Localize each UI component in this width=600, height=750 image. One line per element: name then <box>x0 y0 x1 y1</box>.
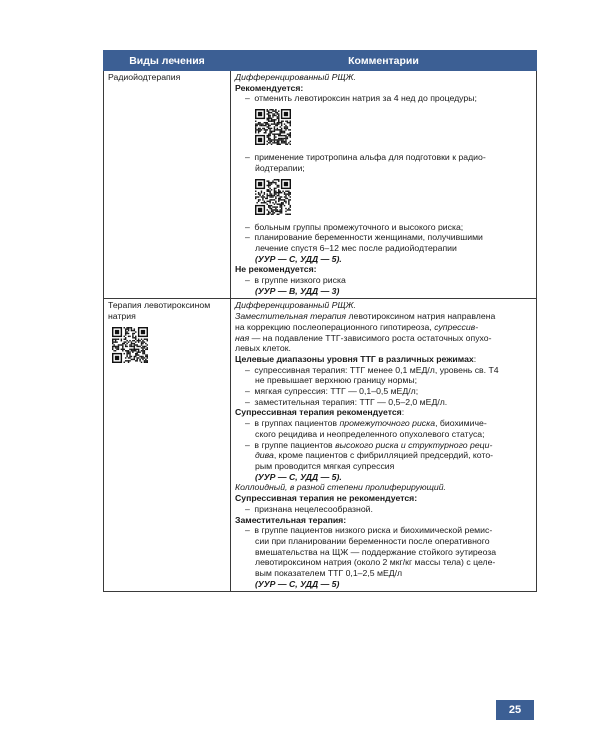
comment-line: левых клеток. <box>235 343 291 354</box>
comment-line: Супрессивная терапия рекомендуется: <box>235 407 405 418</box>
bullet-item: – в группах пациентов промежуточного риска, биохимиче- <box>245 418 487 429</box>
bullet-item: – супрессивная терапия: ТТГ менее 0,1 мЕД/л, уровень св. Т4 <box>245 364 499 375</box>
qr-code-icon[interactable] <box>112 327 148 363</box>
page-number: 25 <box>496 700 534 720</box>
bullet-continuation: дива, кроме пациентов с фибрилляцией предсердий, кото- <box>255 450 494 461</box>
comment-line: Супрессивная терапия не рекомендуется: <box>235 493 418 504</box>
bullet-item: – применение тиротропина альфа для подготовки к радио- <box>245 152 486 163</box>
evidence-level: (УУР — В, УДД — 3) <box>255 285 340 296</box>
evidence-level: (УУР — С, УДД — 5) <box>255 578 340 589</box>
bullet-continuation: ского рецидива и неопределенного опухолевого статуса; <box>255 428 485 439</box>
comment-line: Дифференцированный РЩЖ. <box>235 300 356 311</box>
bullet-continuation: не превышает верхнюю границу нормы; <box>255 375 417 386</box>
header-treatment-types: Виды лечения <box>104 51 231 71</box>
comment-line: Коллоидный, в разной степени пролиферирующий. <box>235 482 446 493</box>
bullet-item: – отменить левотироксин натрия за 4 нед до процедуры; <box>245 93 477 104</box>
bullet-continuation: вмешательства на ЩЖ — поддержание стойкого эутиреоза <box>255 546 497 557</box>
treatment-table <box>103 50 537 592</box>
comment-line: Заместительная терапия: <box>235 514 347 525</box>
treatment-cell <box>104 299 231 592</box>
comment-line: Заместительная терапия левотироксином натрия направлена <box>235 311 496 322</box>
bullet-item: – заместительная терапия: ТТГ — 0,5–2,0 мЕД/л. <box>245 396 448 407</box>
bullet-continuation: сии при планировании беременности после оперативного <box>255 535 490 546</box>
treatment-cell <box>104 71 231 299</box>
qr-code-icon[interactable] <box>255 179 291 215</box>
comment-cell <box>231 71 537 299</box>
treatment-name: Радиойодтерапия <box>108 72 181 82</box>
bullet-item: – планирование беременности женщинами, получившими <box>245 232 483 243</box>
bullet-item: – в группе пациентов низкого риска и биохимической ремис- <box>245 525 493 536</box>
comment-line: Не рекомендуется: <box>235 264 317 275</box>
bullet-item: – больным группы промежуточного и высокого риска; <box>245 221 464 232</box>
bullet-continuation: рым проводится мягкая супрессия <box>255 460 395 471</box>
comment-line: Целевые диапазоны уровня ТТГ в различных режимах: <box>235 353 477 364</box>
comment-cell <box>231 299 537 592</box>
comment-line: Дифференцированный РЩЖ. <box>235 72 356 82</box>
bullet-item: – в группе низкого риска <box>245 275 346 286</box>
table-row <box>104 71 537 299</box>
bullet-continuation: вым показателем ТТГ 0,1–2,5 мЕД/л <box>255 568 403 579</box>
bullet-item: – признана нецелесообразной. <box>245 503 373 514</box>
evidence-level: (УУР — С, УДД — 5). <box>255 253 342 264</box>
bullet-item: – мягкая супрессия: ТТГ — 0,1–0,5 мЕД/л; <box>245 386 419 397</box>
bullet-continuation: левотироксином натрия (около 2 мкг/кг массы тела) с целе- <box>255 557 496 568</box>
comment-line: Рекомендуется: <box>235 82 304 93</box>
bullet-continuation: лечение спустя 6–12 мес после радиойодтерапии <box>255 242 457 253</box>
bullet-continuation: йодтерапии; <box>255 162 305 173</box>
header-comments: Комментарии <box>231 51 537 71</box>
treatment-name: Терапия левотироксином <box>108 300 211 311</box>
qr-code-icon[interactable] <box>255 109 291 145</box>
table-header-row <box>104 51 537 71</box>
comment-line: ная — на подавление ТТГ-зависимого роста остаточных опухо- <box>235 332 492 343</box>
comment-line: на коррекцию послеоперационного гипотиреоза, супрессив- <box>235 321 479 332</box>
table-row <box>104 299 537 592</box>
evidence-level: (УУР — С, УДД — 5). <box>255 471 342 482</box>
treatment-name: натрия <box>108 311 136 322</box>
bullet-item: – в группе пациентов высокого риска и структурного реци- <box>245 439 493 450</box>
